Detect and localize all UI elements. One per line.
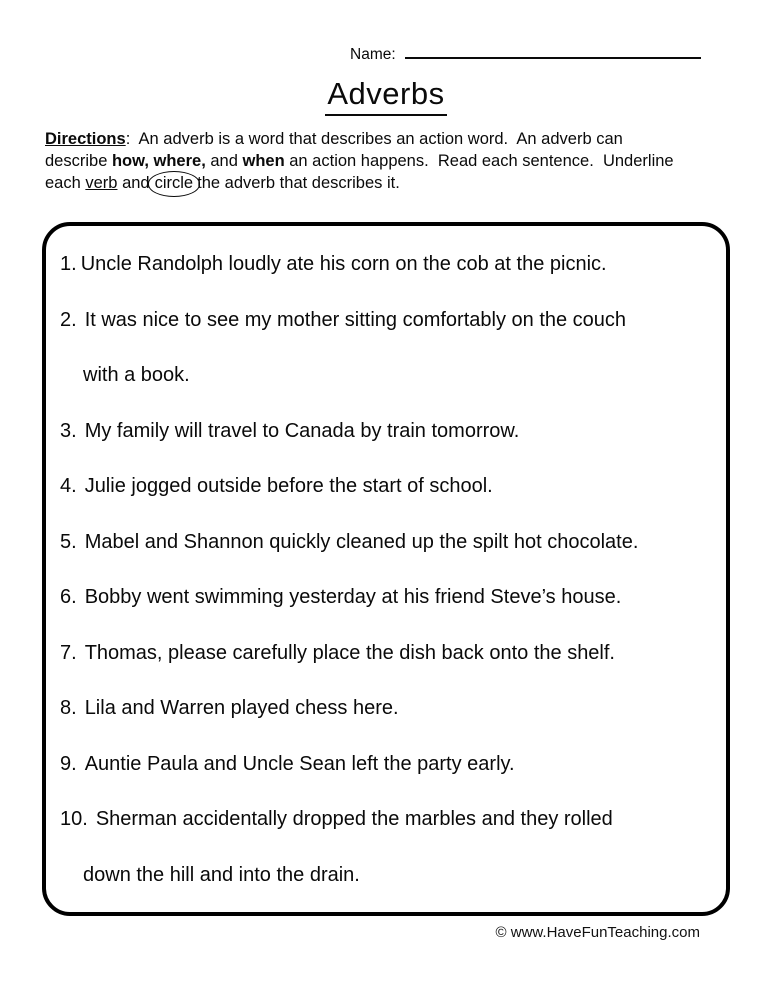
sentence-number: 8.: [60, 697, 77, 719]
sentence-row-3: [60, 404, 718, 460]
sentence-text: Julie jogged outside before the start of school.: [84, 475, 493, 497]
directions-circled-word: circle: [148, 171, 201, 197]
directions-text: : An adverb is a word that describes an action word. An adverb can: [125, 130, 623, 148]
directions-text: describe: [45, 152, 112, 170]
sentence-row-2-continuation: [60, 348, 718, 404]
sentence-text: It was nice to see my mother sitting comfortably on the couch: [84, 308, 627, 331]
sentence-text: Mabel and Shannon quickly cleaned up the spilt hot chocolate.: [84, 530, 639, 553]
sentence-number: 1.: [60, 253, 77, 275]
sentence-number: 6.: [60, 586, 77, 608]
directions-bold-when: when: [242, 152, 285, 170]
sentences-box: [42, 222, 730, 916]
directions-paragraph: [45, 128, 735, 194]
sentence-text: Bobby went swimming yesterday at his friend Steve’s house.: [84, 586, 622, 608]
sentence-number: 9.: [60, 752, 77, 775]
sentence-row-4: [60, 459, 718, 515]
sentence-text: Lila and Warren played chess here.: [84, 697, 399, 719]
directions-text: and: [205, 152, 243, 170]
directions-underlined-verb: verb: [85, 174, 118, 192]
sentence-text: down the hill and into the drain.: [83, 863, 360, 886]
directions-text: and: [117, 174, 150, 192]
directions-text: the adverb that describes it.: [197, 174, 400, 192]
directions-bold-how-where: how, where,: [111, 152, 206, 170]
directions-text: each: [45, 174, 86, 192]
sentence-text: My family will travel to Canada by train tomorrow.: [84, 419, 520, 442]
name-row: [350, 44, 701, 64]
sentence-text: Sherman accidentally dropped the marbles and they rolled: [95, 808, 613, 830]
footer-copyright: © www.HaveFunTeaching.com: [495, 924, 700, 941]
sentence-row-10-continuation: [60, 848, 718, 904]
sentence-row-8: [60, 681, 718, 737]
name-blank-line: [405, 44, 701, 59]
sentence-number: 3.: [60, 419, 77, 442]
sentence-number: 10.: [60, 808, 88, 830]
directions-line-2: [45, 150, 735, 172]
name-label: Name:: [350, 46, 396, 63]
sentence-text: Thomas, please carefully place the dish back onto the shelf.: [84, 641, 615, 664]
directions-heading: Directions: [45, 130, 126, 148]
directions-line-3: [45, 172, 735, 194]
sentence-row-1: [60, 237, 718, 293]
sentence-row-7: [60, 626, 718, 682]
title-wrap: [0, 76, 772, 116]
page-title: Adverbs: [325, 76, 446, 116]
sentence-row-6: [60, 570, 718, 626]
sentence-row-9: [60, 737, 718, 793]
sentence-text: with a book.: [83, 364, 190, 386]
sentence-number: 7.: [60, 641, 77, 664]
directions-text: an action happens. Read each sentence. Underline: [284, 152, 674, 170]
sentence-number: 5.: [60, 530, 77, 553]
sentence-row-5: [60, 515, 718, 571]
sentence-row-10: [60, 792, 718, 848]
sentence-text: Auntie Paula and Uncle Sean left the party early.: [84, 752, 515, 775]
sentence-number: 2.: [60, 308, 77, 331]
directions-line-1: [45, 128, 735, 150]
sentence-row-2: [60, 293, 718, 349]
sentence-text: Uncle Randolph loudly ate his corn on the cob at the picnic.: [80, 253, 607, 275]
sentence-number: 4.: [60, 475, 77, 497]
